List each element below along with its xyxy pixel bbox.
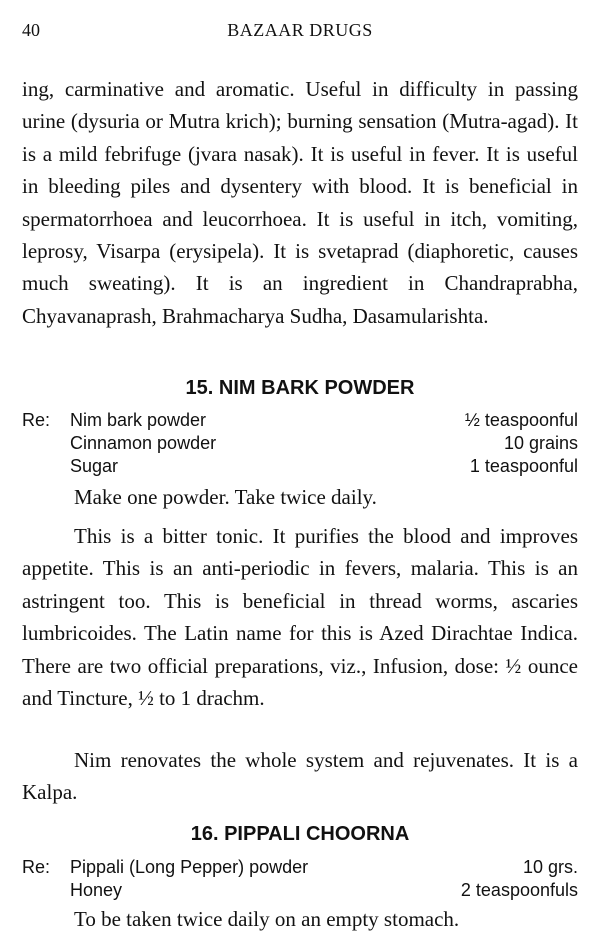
instruction-paragraph: To be taken twice daily on an empty stomach.	[74, 907, 460, 931]
page-number: 40	[22, 20, 40, 40]
note-paragraph: Nim renovates the whole system and rejuvenates. It is a Kalpa.	[22, 748, 578, 805]
page-header	[22, 20, 578, 46]
recipe-row	[22, 455, 578, 478]
ingredient-name: Pippali (Long Pepper) powder	[70, 857, 309, 877]
ingredient-name: Cinnamon powder	[70, 433, 217, 453]
recipe-label: Re:	[22, 410, 51, 430]
description-paragraph: This is a bitter tonic. It purifies the blood and improves appetite. This is an anti-periodic in fevers, malaria. This is an astringent too. This is beneficial in thread worms, ascaries lumbricoides. The Latin name for this is Azed Dirachtae Indica. There are two official preparations, viz., Infusion, dose: ½ ounce and Tincture, ½ to 1 drachm.	[22, 524, 578, 711]
recipe-row	[22, 856, 578, 879]
ingredient-quantity: 2 teaspoonfuls	[460, 880, 578, 900]
ingredient-name: Honey	[70, 880, 123, 900]
recipe-row	[22, 879, 578, 902]
recipe-label: Re:	[22, 857, 51, 877]
recipe-row	[22, 409, 578, 432]
ingredient-name: Sugar	[70, 456, 119, 476]
ingredient-quantity: 1 teaspoonful	[469, 456, 578, 476]
recipe-nim-bark-powder	[22, 409, 578, 478]
ingredient-name: Nim bark powder	[70, 410, 207, 430]
section-title-pippali-choorna: 16. PIPPALI CHOORNA	[190, 823, 410, 845]
recipe-row	[22, 432, 578, 455]
recipe-pippali-choorna	[22, 856, 578, 902]
ingredient-quantity: 10 grains	[503, 433, 578, 453]
instruction-paragraph: Make one powder. Take twice daily.	[74, 485, 377, 509]
intro-paragraph: ing, carminative and aromatic. Useful in difficulty in passing urine (dysuria or Mutra krich); burning sensation (Mutra-agad). It is a mild febrifuge (jvara nasak). It is useful in fever. It is useful in bleeding piles and dysentery with blood. It is beneficial in spermatorrhoea and leucorrhoea. It is useful in itch, vomiting, leprosy, Visarpa (erysipela). It is svetaprad (diaphoretic, causes much sweating). It is an ingredient in Chandraprabha, Chyavanaprash, Brahmacharya Sudha, Dasamularishta.	[22, 77, 578, 328]
running-title: BAZAAR DRUGS	[227, 20, 373, 40]
ingredient-quantity: ½ teaspoonful	[464, 410, 578, 430]
section-title-nim-bark-powder: 15. NIM BARK POWDER	[185, 377, 415, 399]
ingredient-quantity: 10 grs.	[522, 857, 578, 877]
